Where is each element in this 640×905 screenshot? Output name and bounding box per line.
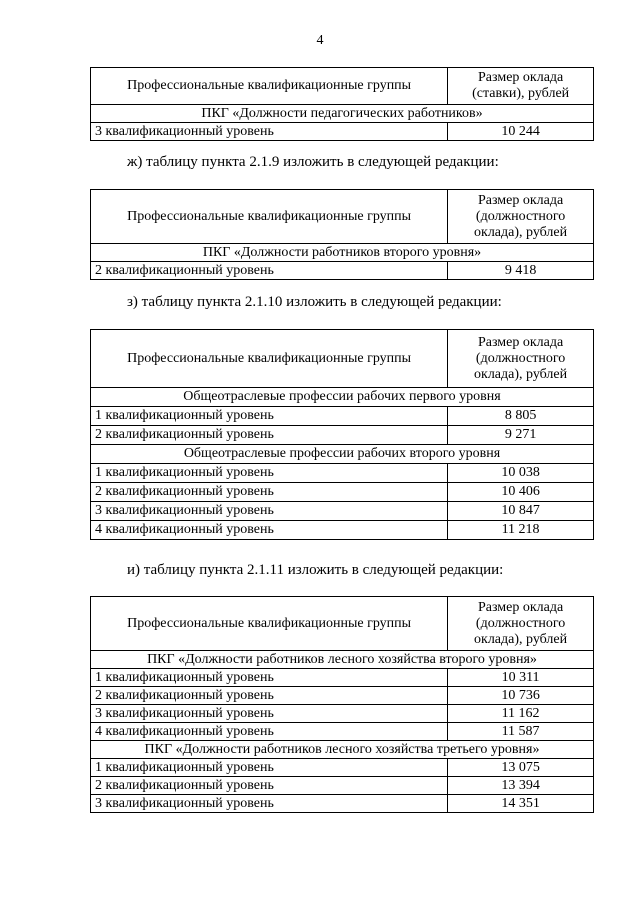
column-header-groups: Профессиональные квалификационные группы — [91, 597, 448, 651]
salary-table-forestry — [90, 596, 594, 813]
table-row: 3 квалификационный уровень 10 244 — [91, 123, 594, 141]
column-header-groups: Профессиональные квалификационные группы — [91, 68, 448, 105]
table-row: 4 квалификационный уровень 11 218 — [91, 521, 594, 540]
salary-table-workers — [90, 329, 594, 540]
table-row: 2 квалификационный уровень 10 406 — [91, 483, 594, 502]
group-heading: ПКГ «Должности работников второго уровня» — [91, 244, 594, 262]
column-header-groups: Профессиональные квалификационные группы — [91, 190, 448, 244]
table-row: 4 квалификационный уровень 11 587 — [91, 723, 594, 741]
table-row: 3 квалификационный уровень 10 847 — [91, 502, 594, 521]
group-heading: ПКГ «Должности педагогических работников» — [91, 105, 594, 123]
column-header-salary: Размер оклада (должностного оклада), рублей — [448, 330, 594, 388]
group-heading: ПКГ «Должности работников лесного хозяйства второго уровня» — [91, 651, 594, 669]
salary-table-second-level — [90, 189, 594, 280]
table-row: 1 квалификационный уровень 8 805 — [91, 407, 594, 426]
column-header-salary: Размер оклада (ставки), рублей — [448, 68, 594, 105]
table-row: 3 квалификационный уровень 11 162 — [91, 705, 594, 723]
table-row: 2 квалификационный уровень 13 394 — [91, 777, 594, 795]
column-header-salary: Размер оклада (должностного оклада), рублей — [448, 597, 594, 651]
group-heading: ПКГ «Должности работников лесного хозяйства третьего уровня» — [91, 741, 594, 759]
column-header-groups: Профессиональные квалификационные группы — [91, 330, 448, 388]
table-row: 1 квалификационный уровень 10 311 — [91, 669, 594, 687]
table-row: 2 квалификационный уровень 10 736 — [91, 687, 594, 705]
table-row: 1 квалификационный уровень 13 075 — [91, 759, 594, 777]
table-row: 2 квалификационный уровень 9 418 — [91, 262, 594, 280]
group-heading: Общеотраслевые профессии рабочих первого уровня — [91, 388, 594, 407]
page-number: 4 — [316, 33, 324, 48]
salary-table-pedagogical — [90, 67, 594, 141]
column-header-salary: Размер оклада (должностного оклада), рублей — [448, 190, 594, 244]
table-row: 1 квалификационный уровень 10 038 — [91, 464, 594, 483]
table-row: 3 квалификационный уровень 14 351 — [91, 795, 594, 813]
table-row: 2 квалификационный уровень 9 271 — [91, 426, 594, 445]
group-heading: Общеотраслевые профессии рабочих второго уровня — [91, 445, 594, 464]
